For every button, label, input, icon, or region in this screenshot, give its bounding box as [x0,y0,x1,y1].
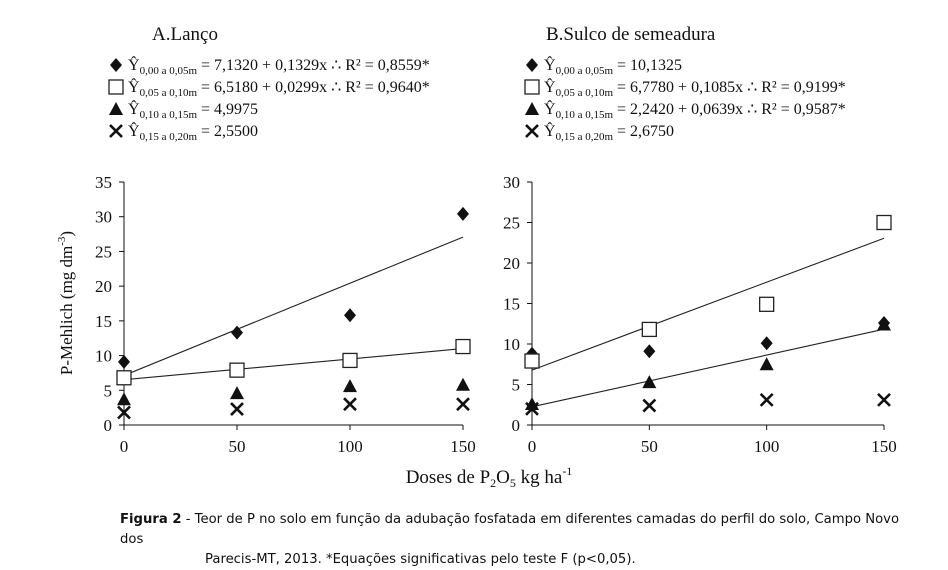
legend-marker [526,125,538,137]
legend-item [110,121,258,143]
legend-text [544,121,674,143]
chart-title: A.Lanço [152,24,218,45]
legend-marker [525,102,539,115]
legend-yhat: Ŷ [544,123,556,140]
data-point [118,355,130,369]
y-tick-label: 35 [95,173,112,192]
y-tick-label: 10 [95,346,112,366]
data-point [456,340,470,354]
legend-subscript: 0,05 a 0,10m [139,87,198,99]
panel-b [503,24,897,456]
legend-yhat: Ŷ [544,79,556,96]
legend-subscript: 0,10 a 0,15m [139,109,198,121]
legend-equation: = 10,1325 [613,57,683,74]
y-tick-label: 20 [503,254,520,273]
data-point [344,308,356,322]
figure-caption [120,510,920,570]
data-point [525,354,539,368]
data-point [642,322,656,336]
y-axis-label-close: ) [57,230,76,237]
legend-marker [526,58,538,72]
data-point [878,394,890,406]
data-point [457,207,469,221]
data-point [761,336,773,350]
data-point [117,371,131,385]
data-point [230,386,244,399]
fit-line [124,349,463,380]
legend-item [525,99,846,121]
y-tick-label: 0 [103,416,112,435]
data-point [343,353,357,367]
x-axis-label-sup: -1 [562,464,573,478]
legend-equation: = 2,5500 [197,123,259,140]
data-point [344,398,356,410]
legend-yhat: Ŷ [128,57,140,74]
legend-text [128,121,258,143]
legend-text [128,77,430,99]
y-tick-label: 5 [103,381,112,401]
data-point [643,344,655,358]
legend-yhat: Ŷ [128,123,140,140]
legend-subscript: 0,00 a 0,05m [139,65,198,77]
data-point [231,403,243,415]
legend-marker [525,80,539,94]
legend-item [109,99,258,121]
x-tick-label: 50 [640,437,658,456]
x-axis-label-sub2: 5 [509,476,516,490]
y-tick-label: 15 [95,311,112,331]
legend-yhat: Ŷ [128,101,140,118]
legend-item [525,77,846,99]
x-axis-label-sub1: 2 [490,476,497,490]
data-point [760,357,774,370]
y-tick-label: 30 [95,207,112,227]
legend-marker [109,102,123,115]
fit-line [124,237,463,375]
legend-marker [109,80,123,94]
data-point [643,400,655,412]
legend-yhat: Ŷ [128,79,140,96]
legend-equation: = 7,1320 + 0,1329x ∴ R² = 0,8559* [197,57,430,74]
legend-text [544,77,846,99]
y-tick-label: 0 [511,416,520,435]
legend-subscript: 0,10 a 0,15m [555,109,614,121]
x-axis-label-tail: kg ha [515,467,563,488]
legend-text [128,55,430,77]
legend-item [526,121,674,143]
y-tick-label: 15 [503,294,520,314]
y-tick-label: 5 [511,375,520,395]
y-axis-label-main: P-Mehlich (mg dm [57,245,76,376]
caption-continuation: Parecis-MT, 2013. *Equações significativas pelo teste F (p<0,05). [205,552,636,567]
chart-title: B.Sulco de semeadura [546,24,716,45]
x-axis-label-mid: O [496,467,510,488]
y-tick-label: 25 [95,242,112,262]
legend-subscript: 0,15 a 0,20m [139,131,198,143]
legend-equation: = 6,5180 + 0,0299x ∴ R² = 0,9640* [197,79,430,96]
data-point [761,394,773,406]
legend-yhat: Ŷ [544,57,556,74]
data-point [343,379,357,392]
data-point [760,297,774,311]
x-axis-label-main: Doses de P [405,467,491,488]
legend-text [544,55,682,77]
x-tick-label: 0 [527,437,537,456]
legend-equation: = 2,6750 [613,123,675,140]
data-point [877,216,891,230]
data-point [117,392,131,405]
x-axis-label [406,464,573,490]
legend-marker [110,58,122,72]
legend-yhat: Ŷ [544,101,556,118]
panel-a [95,24,476,456]
x-tick-label: 150 [450,437,476,456]
y-tick-label: 30 [503,173,520,192]
y-tick-label: 10 [503,335,520,354]
caption-text: - Teor de P no solo em função da adubação fosfatada em diferentes camadas do perfil do solo, Campo Novo dos [120,512,900,547]
legend-item [526,55,682,77]
legend-subscript: 0,00 a 0,05m [555,65,614,77]
y-axis-label-sup: -3 [56,236,68,246]
legend-subscript: 0,05 a 0,10m [555,87,614,99]
x-tick-label: 50 [228,437,246,456]
svg-text:P-Mehlich (mg dm-3) [56,231,76,375]
legend-subscript: 0,15 a 0,20m [555,131,614,143]
data-point [230,363,244,377]
data-point [457,398,469,410]
x-tick-label: 0 [119,437,129,456]
legend-equation: = 2,2420 + 0,0639x ∴ R² = 0,9587* [613,101,846,118]
legend-item [109,77,430,99]
x-tick-label: 150 [871,437,897,456]
legend-text [544,99,846,121]
legend-marker [110,125,122,137]
y-axis-label [56,231,76,375]
data-point [456,378,470,391]
fit-line [532,329,884,407]
caption-lead: Figura 2 [120,512,182,527]
y-tick-label: 25 [503,213,520,233]
y-tick-label: 20 [95,277,112,297]
x-tick-label: 100 [337,437,363,456]
legend-equation: = 6,7780 + 0,1085x ∴ R² = 0,9199* [613,79,846,96]
legend-text [128,99,258,121]
fit-line [532,238,884,370]
legend-equation: = 4,9975 [197,101,259,118]
legend-item [110,55,430,77]
x-tick-label: 100 [753,437,780,456]
